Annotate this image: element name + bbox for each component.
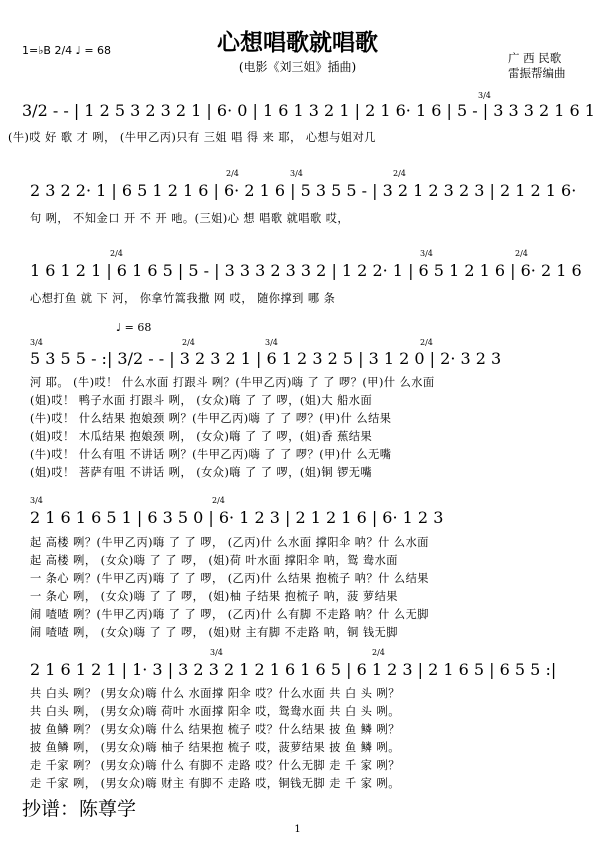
system-6-meter-1: 3/4 [210,648,223,657]
song-title: 心想唱歌就唱歌 [217,29,378,56]
system-6-lyric-2: 共 白头 咧， (男女众)嗨 荷叶 水面撑 阳伞 哎，鸳鸯水面 共 白 头 咧。 [30,705,400,718]
system-3-lyric-1: 心想打鱼 就 下 河， 你拿竹篙我撒 网 哎， 随你撑到 哪 条 [30,292,336,305]
system-4-meter-4: 2/4 [420,338,433,347]
system-2-lyric-1: 句 咧， 不知金口 开 不 开 吔。(三姐)心 想 唱歌 就唱歌 哎， [30,212,350,225]
system-4-lyric-2: (姐)哎！ 鸭子水面 打跟斗 咧， (女众)嗨 了 了 啰，(姐)大 船水面 [30,394,373,407]
system-5 [30,496,443,639]
song-subtitle: (电影《刘三姐》插曲) [238,60,357,74]
system-2 [30,169,576,225]
system-4-notes: 5 3 5 5 - :| 3/2 - - | 3 2 3 2 1 | 6 1 2 3 2 5 | 3 1 2 0 | 2· 3 2 3 [30,349,502,368]
system-5-meter-1: 3/4 [30,496,43,505]
song-arranger: 雷振帮编曲 [508,66,566,80]
time-signature: 2/4 [54,44,73,57]
system-4-lyric-3: (牛)哎！ 什么结果 抱娘颈 咧？(牛甲乙丙)嗨 了 了 啰？(甲)什 么结果 [30,412,392,425]
system-6-lyric-1: 共 白头 咧？ (男女众)嗨 什么 水面撑 阳伞 哎？什么水面 共 白 头 咧？ [30,687,400,700]
system-2-meter-2: 3/4 [290,169,303,178]
system-4 [30,321,501,479]
system-5-lyric-2: 起 高楼 咧， (女众)嗨 了 了 啰， (姐)荷 叶水面 撑阳伞 呐，鸳 鸯水面 [30,554,398,567]
system-1-meter-1: 3/4 [478,91,491,100]
system-4-lyric-1: 河 耶。 (牛)哎！ 什么水面 打跟斗 咧？(牛甲乙丙)嗨 了 了 啰？(甲)什 么水面 [30,376,435,389]
system-5-lyric-1: 起 高楼 咧？(牛甲乙丙)嗨 了 了 啰， (乙丙)什 么水面 撑阳伞 呐？什 么水面 [30,536,429,549]
system-6-notes: 2 1 6 1 2 1 | 1· 3 | 3 2 3 2 1 2 1 6 1 6 5 | 6 1 2 3 | 2 1 6 5 | 6 5 5 :| [30,660,557,679]
system-6-lyric-5: 走 千家 咧？ (男女众)嗨 什么 有脚不 走路 哎？什么无脚 走 千 家 咧？ [30,759,400,772]
key-signature: 1=♭B [22,44,51,57]
system-5-lyric-3: 一 条心 咧？(牛甲乙丙)嗨 了 了 啰， (乙丙)什 么结果 抱梳子 呐？什 么结果 [30,572,429,585]
system-4-tempo: ♩ = 68 [116,321,152,334]
system-2-meter-1: 2/4 [226,169,239,178]
system-4-lyric-6: (姐)哎！ 菩萨有咀 不讲话 咧， (女众)嗨 了 了 啰，(姐)铜 锣无嘴 [30,466,373,479]
system-1-notes: 3/2 - - | 1 2 5 3 2 3 2 1 | 6· 0 | 1 6 1 3 2 1 | 2 1 6· 1 6 | 5 - | 3 3 3 2 1 6 1 [22,101,595,120]
system-5-lyric-4: 一 条心 咧， (女众)嗨 了 了 啰， (姐)柚 子结果 抱梳子 呐，菠 萝结果 [30,590,398,603]
system-4-lyric-5: (牛)哎！ 什么有咀 不讲话 咧？(牛甲乙丙)嗨 了 了 啰？(甲)什 么无嘴 [30,448,392,461]
system-3-notes: 1 6 1 2 1 | 6 1 6 5 | 5 - | 3 3 3 2 3 3 2 | 1 2 2· 1 | 6 5 1 2 1 6 | 6· 2 1 6 [30,261,582,280]
system-6-lyric-3: 披 鱼鳞 咧？ (男女众)嗨 什么 结果抱 梳子 哎？什么结果 披 鱼 鳞 咧？ [30,723,400,736]
system-5-lyric-6: 闹 喳喳 咧， (女众)嗨 了 了 啰， (姐)财 主有脚 不走路 呐，铜 钱无脚 [30,626,398,639]
system-2-notes: 2 3 2 2· 1 | 6 5 1 2 1 6 | 6· 2 1 6 | 5 3 5 5 - | 3 2 1 2 3 2 3 | 2 1 2 1 6· [30,181,577,200]
system-4-meter-2: 2/4 [182,338,195,347]
system-4-lyric-4: (姐)哎！ 木瓜结果 抱娘颈 咧， (女众)嗨 了 了 啰，(姐)香 蕉结果 [30,430,373,443]
transcriber-credit: 抄谱：陈尊学 [22,798,137,820]
system-5-notes: 2 1 6 1 6 5 1 | 6 3 5 0 | 6· 1 2 3 | 2 1 2 1 6 | 6· 1 2 3 [30,508,444,527]
system-4-meter-1: 3/4 [30,338,43,347]
system-3-meter-2: 3/4 [420,249,433,258]
system-3 [30,249,582,305]
system-6 [30,648,556,790]
system-6-meter-2: 2/4 [372,648,385,657]
system-4-meter-3: 3/4 [265,338,278,347]
system-1-lyric-1: (牛)哎 好 歌 才 咧， (牛甲乙丙)只有 三姐 唱 得 来 耶， 心想与姐对几 [8,131,376,144]
system-6-lyric-4: 披 鱼鳞 咧， (男女众)嗨 柚子 结果抱 梳子 哎，菠萝结果 披 鱼 鳞 咧。 [30,741,400,754]
song-origin: 广 西 民歌 [508,51,562,65]
system-5-lyric-5: 闹 喳喳 咧？(牛甲乙丙)嗨 了 了 啰， (乙丙)什 么有脚 不走路 呐？什 么无脚 [30,608,429,621]
system-6-lyric-6: 走 千家 咧， (男女众)嗨 财主 有脚不 走路 哎，铜钱无脚 走 千 家 咧。 [30,777,400,790]
page-number: 1 [294,824,301,835]
system-3-meter-3: 2/4 [515,249,528,258]
system-5-meter-2: 2/4 [212,496,225,505]
system-3-meter-1: 2/4 [110,249,123,258]
system-1 [8,91,595,144]
system-2-meter-3: 2/4 [393,169,406,178]
tempo-mark: ♩ = 68 [75,44,112,57]
